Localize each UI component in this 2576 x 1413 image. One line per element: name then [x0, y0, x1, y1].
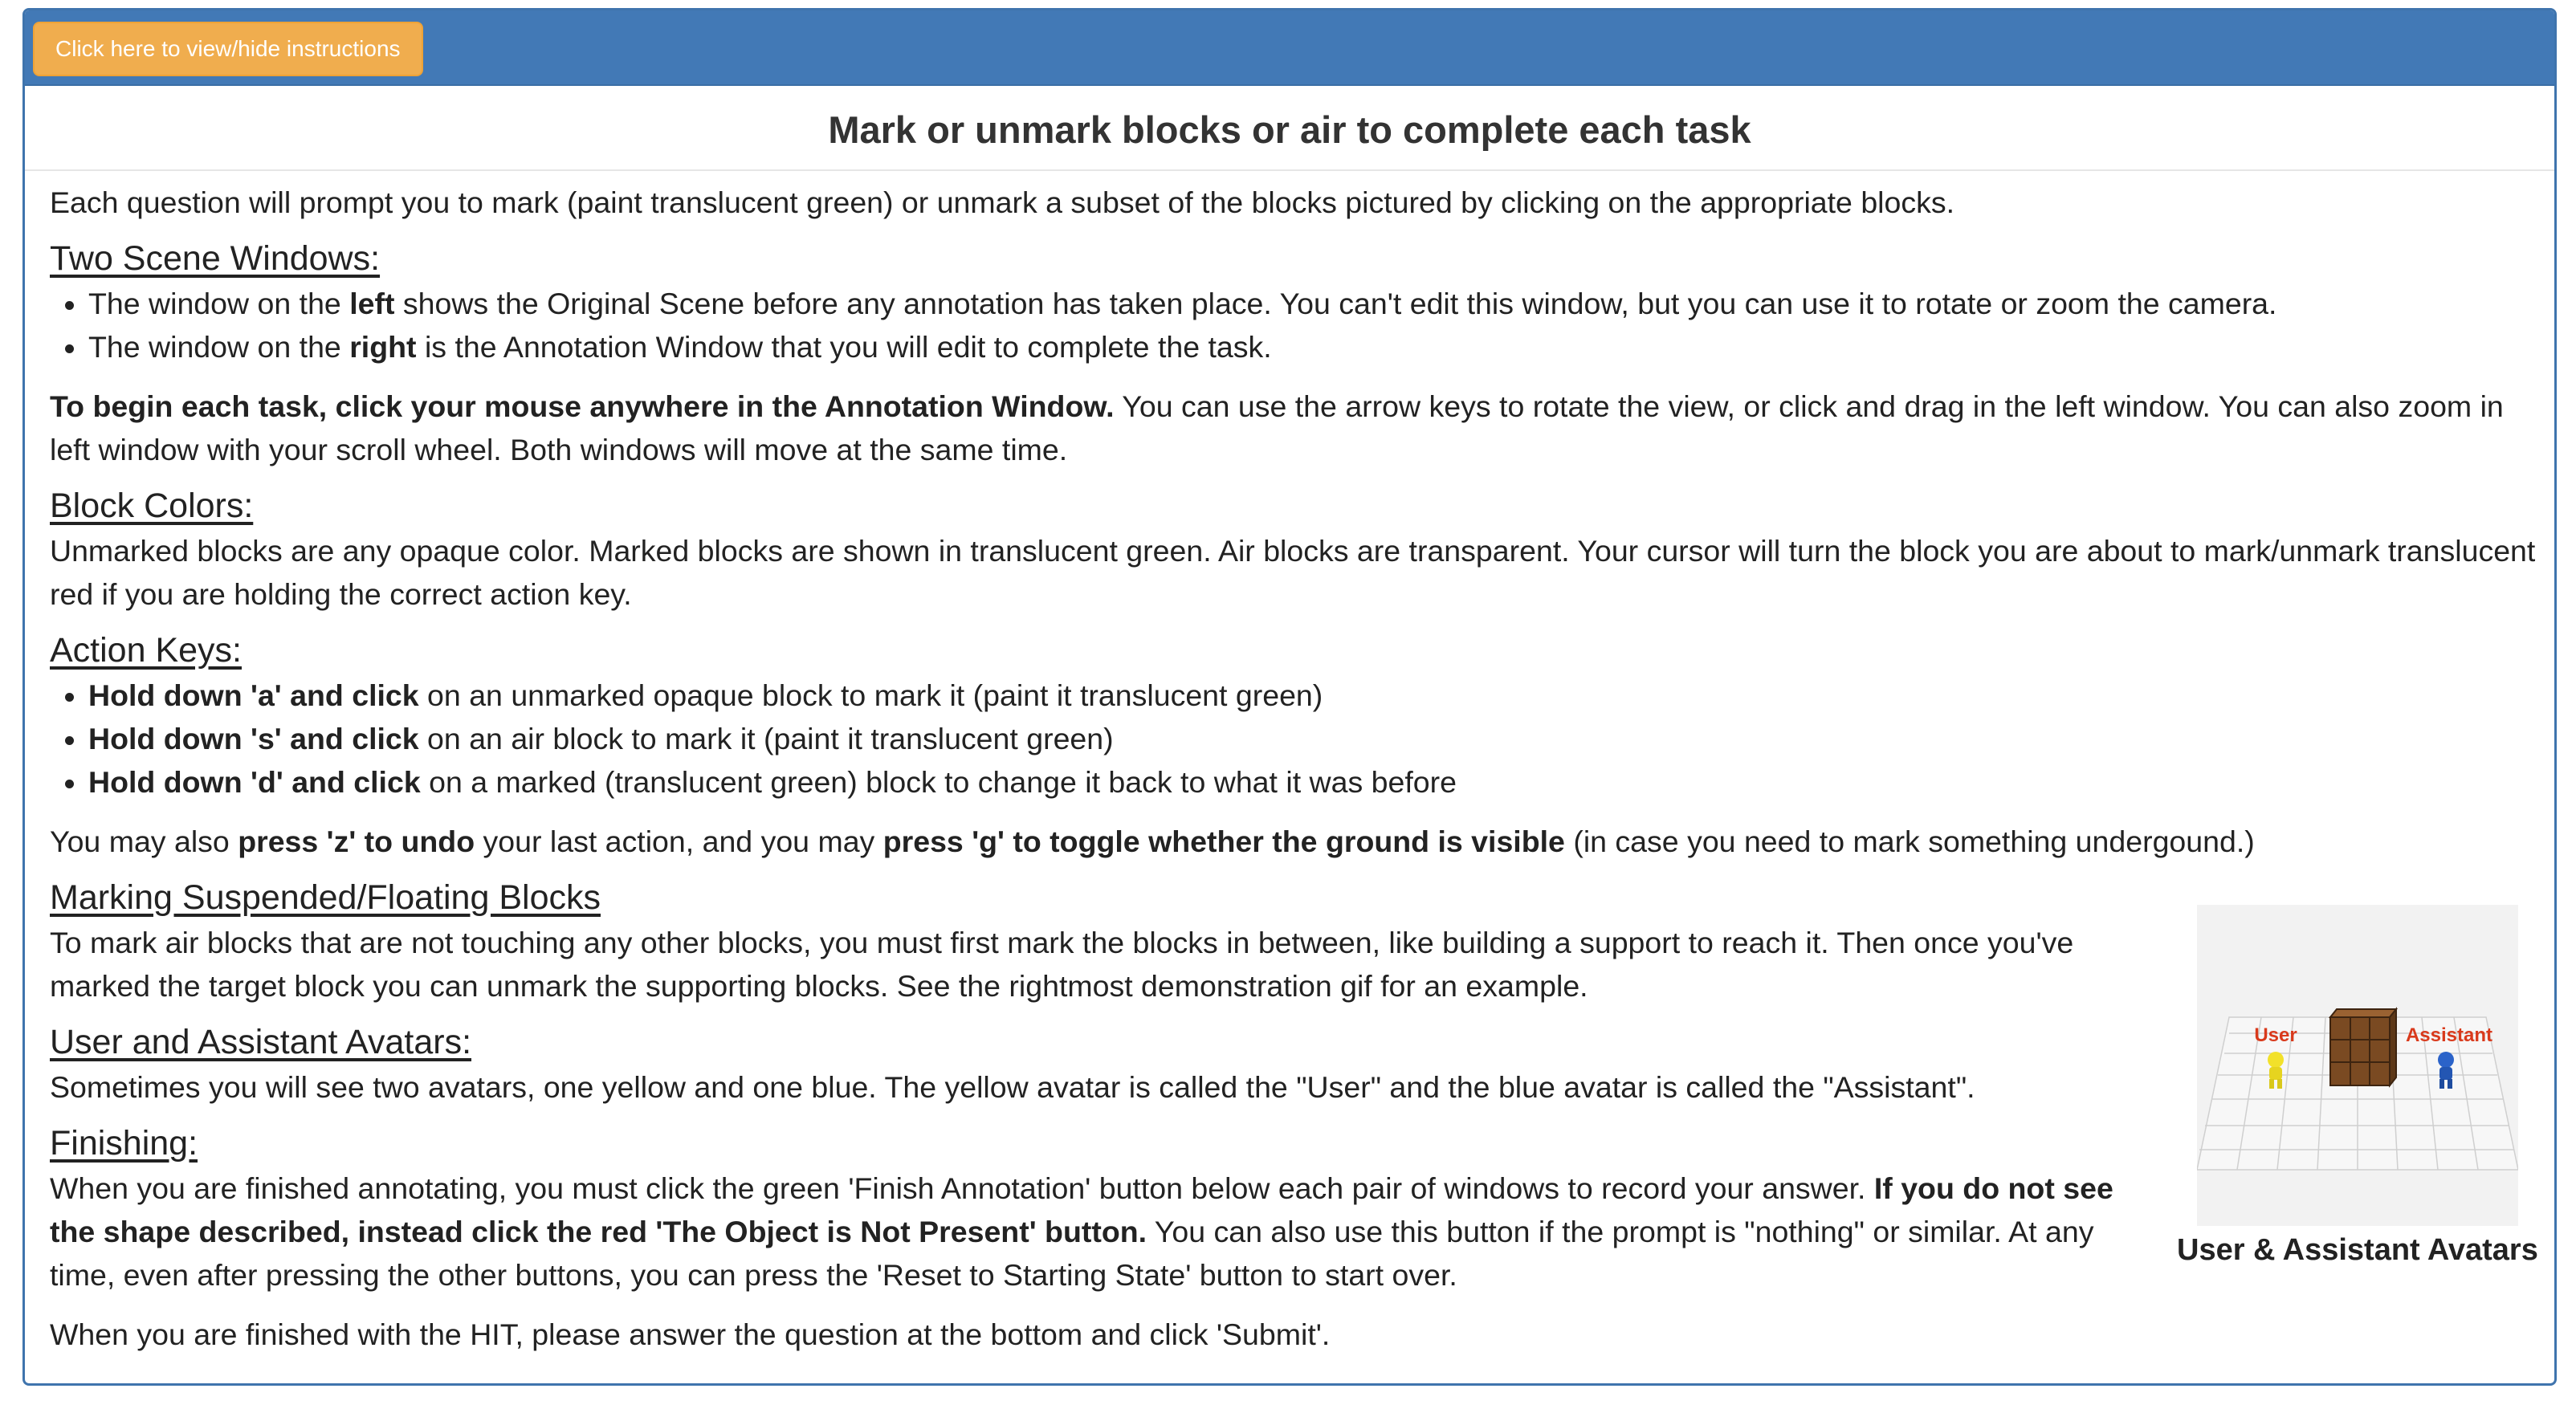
- panel-header: [25, 10, 2554, 86]
- finishing-text: When you are finished annotating, you must click the green 'Finish Annotation' button below each pair of windows to record your answer. If you do not see the shape described, instead click the red 'The Object is Not Present' button. You can also use this button if the prompt is "nothing" or similar. At any time, even after pressing the other buttons, you can press the 'Reset to Starting State' button to start over.: [50, 1171, 2113, 1292]
- finishing-heading: Finishing:: [50, 1124, 198, 1163]
- list-item: • The window on the right is the Annotation Window that you will edit to complete the task.: [88, 325, 2538, 369]
- block-colors-text: Unmarked blocks are any opaque color. Marked blocks are shown in translucent green. Air blocks are transparent. Your cursor will turn the block you are about to mark/unmark translucent red if you are holding the correct action key.: [50, 534, 2536, 611]
- avatars-heading: User and Assistant Avatars:: [50, 1023, 472, 1061]
- instructions-panel: [22, 8, 2557, 1386]
- avatars-demo-image: [2197, 905, 2518, 1226]
- toggle-instructions-button[interactable]: Click here to view/hide instructions: [33, 22, 423, 76]
- page-title: Mark or unmark blocks or air to complete each task: [828, 108, 1751, 151]
- user-label: User: [2254, 1024, 2297, 1046]
- left-column: [50, 863, 2138, 1356]
- block-tower: [2330, 1009, 2396, 1085]
- final-text: When you are finished with the HIT, please answer the question at the bottom and click 'Submit'.: [50, 1317, 1331, 1351]
- begin-text: To begin each task, click your mouse anywhere in the Annotation Window. You can use the arrow keys to rotate the view, or click and drag in the left window. You can also zoom in left window with your scroll wheel. Both windows will move at the same time.: [50, 389, 2504, 466]
- list-item: • The window on the left shows the Original Scene before any annotation has taken place. You can't edit this window, but you can use it to rotate or zoom the camera.: [88, 282, 2538, 325]
- list-item: • Hold down 'd' and click on a marked (translucent green) block to change it back to what it was before: [88, 760, 2538, 804]
- instructions-content: [50, 181, 2538, 1356]
- undo-text: You may also press 'z' to undo your last action, and you may press 'g' to toggle whether the ground is visible (in case you need to mark something undergound.): [50, 825, 2255, 858]
- list-item: • Hold down 'a' and click on an unmarked opaque block to mark it (paint it translucent green): [88, 674, 2538, 717]
- title-bar: [25, 86, 2554, 171]
- figure-caption: User & Assistant Avatars: [2177, 1233, 2538, 1267]
- block-colors-heading: Block Colors:: [50, 487, 254, 525]
- two-scene-heading: Two Scene Windows:: [50, 239, 381, 278]
- suspended-text: To mark air blocks that are not touching any other blocks, you must first mark the blocks in between, like building a support to reach it. Then once you've marked the target block you can unmark the supporting blocks. See the rightmost demonstration gif for an example.: [50, 926, 2074, 1003]
- suspended-heading: Marking Suspended/Floating Blocks: [50, 878, 601, 917]
- action-keys-list: [50, 674, 2538, 804]
- action-keys-heading: Action Keys:: [50, 631, 242, 670]
- intro-text: Each question will prompt you to mark (paint translucent green) or unmark a subset of the blocks pictured by clicking on the appropriate blocks.: [50, 185, 1955, 219]
- avatars-figure: [2177, 905, 2538, 1268]
- list-item: • Hold down 's' and click on an air block to mark it (paint it translucent green): [88, 717, 2538, 760]
- avatars-text: Sometimes you will see two avatars, one yellow and one blue. The yellow avatar is called the "User" and the blue avatar is called the "Assistant".: [50, 1070, 1975, 1104]
- assistant-label: Assistant: [2405, 1024, 2493, 1046]
- two-scene-list: [50, 282, 2538, 369]
